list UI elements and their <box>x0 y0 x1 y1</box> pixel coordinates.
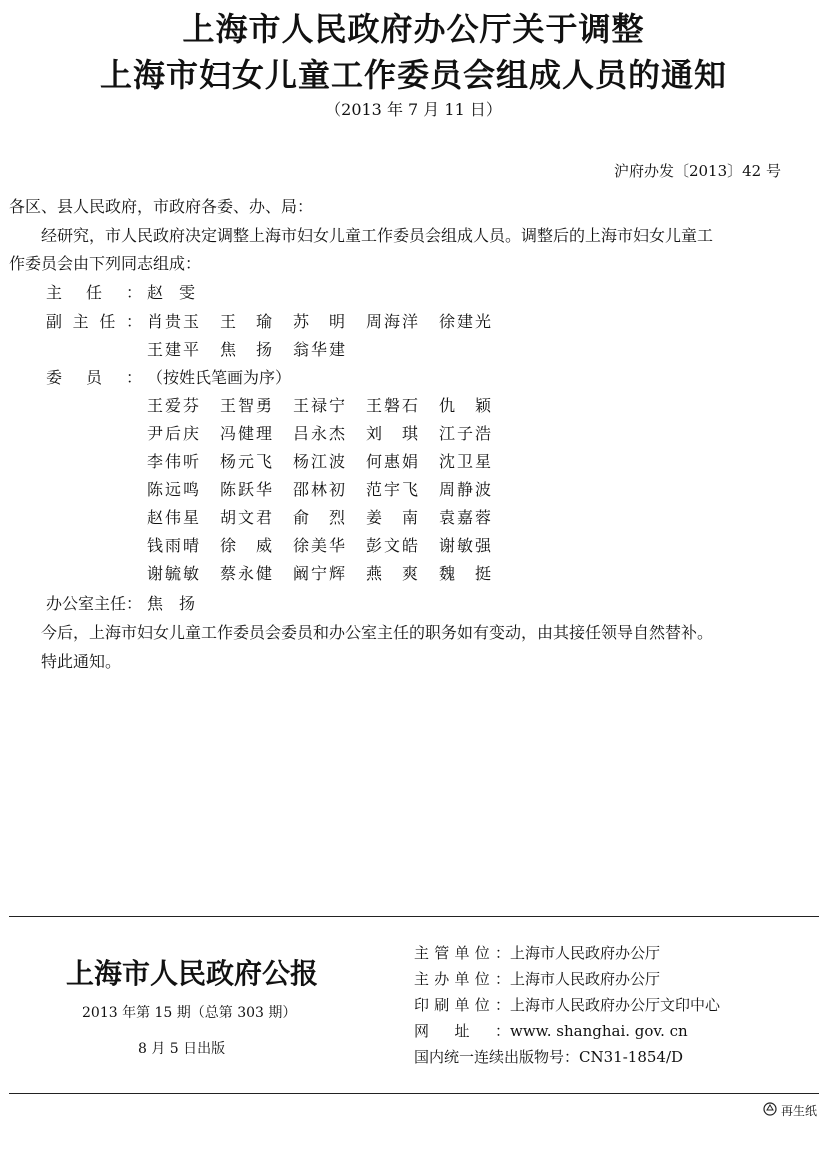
deputy-name: 王建平 <box>147 340 199 359</box>
member-name: 王磐石 <box>366 396 418 415</box>
info-value: www. shanghai. gov. cn <box>510 1022 688 1040</box>
salutation: 各区、县人民政府，市政府各委、办、局： <box>9 197 314 216</box>
deputy-name: 周海洋 <box>366 312 418 331</box>
gazette-issue: 2013 年第 15 期（总第 303 期） <box>82 1005 297 1021</box>
footer-bottom-rule <box>9 1093 819 1094</box>
members-row <box>147 476 491 503</box>
members-row <box>147 448 491 475</box>
member-name: 仇 颖 <box>439 396 491 415</box>
closing-text: 特此通知。 <box>9 652 122 671</box>
deputy-name: 王 瑜 <box>220 312 272 331</box>
member-name: 彭文皓 <box>366 536 418 555</box>
members-row <box>147 532 491 559</box>
footer-top-rule <box>9 916 819 917</box>
deputies-row-1 <box>147 308 491 335</box>
info-label: 主办单位： <box>414 970 510 988</box>
deputy-name: 徐建光 <box>439 312 491 331</box>
gazette-name: 上海市人民政府公报 <box>66 957 319 990</box>
info-label: 主管单位： <box>414 944 510 962</box>
paragraph-1-line-1: 经研究，市人民政府决定调整上海市妇女儿童工作委员会组成人员。调整后的上海市妇女儿童工 <box>9 226 714 245</box>
member-name: 王智勇 <box>220 396 272 415</box>
recycled-paper-mark <box>763 1102 817 1119</box>
member-name: 俞 烈 <box>293 508 345 527</box>
info-label: 网址： <box>414 1022 510 1040</box>
director-name: 赵 雯 <box>147 283 196 302</box>
member-name: 范宇飞 <box>366 480 418 499</box>
document-title-line-1: 上海市人民政府办公厅关于调整 <box>182 10 645 48</box>
member-name: 江子浩 <box>439 424 491 443</box>
member-name: 杨江波 <box>293 452 345 471</box>
members-row <box>147 560 491 587</box>
info-value: 上海市人民政府办公厅 <box>510 970 661 988</box>
member-name: 邵林初 <box>293 480 345 499</box>
member-name: 冯健理 <box>220 424 272 443</box>
member-name: 谢毓敏 <box>147 564 199 583</box>
member-name: 王爱芬 <box>147 396 199 415</box>
member-name: 魏 挺 <box>439 564 491 583</box>
info-row-sponsor <box>414 966 720 992</box>
member-name: 姜 南 <box>366 508 418 527</box>
info-row-supervisor <box>414 940 720 966</box>
director-label: 主任： <box>46 283 142 302</box>
info-label: 印刷单位： <box>414 996 510 1014</box>
member-name: 李伟听 <box>147 452 199 471</box>
member-name: 何惠娟 <box>366 452 418 471</box>
member-name: 周静波 <box>439 480 491 499</box>
info-value: 上海市人民政府办公厅文印中心 <box>510 996 721 1014</box>
member-name: 沈卫星 <box>439 452 491 471</box>
member-name: 燕 爽 <box>366 564 418 583</box>
deputy-name: 肖贵玉 <box>147 312 199 331</box>
deputy-name: 焦 扬 <box>220 340 272 359</box>
members-row <box>147 392 491 419</box>
member-name: 陈远鸣 <box>147 480 199 499</box>
member-name: 徐 威 <box>220 536 272 555</box>
member-name: 袁嘉蓉 <box>439 508 491 527</box>
recycled-paper-label: 再生纸 <box>780 1104 817 1118</box>
members-row <box>147 420 491 447</box>
members-note: （按姓氏笔画为序） <box>147 368 292 387</box>
deputy-label: 副主任： <box>46 312 142 331</box>
member-name: 刘 琪 <box>366 424 418 443</box>
info-value: CN31-1854/D <box>579 1048 684 1066</box>
document-date: （2013 年 7 月 11 日） <box>325 100 502 119</box>
office-director-name: 焦 扬 <box>147 594 196 613</box>
members-row <box>147 504 491 531</box>
info-label: 国内统一连续出版物号： <box>414 1048 580 1066</box>
member-name: 徐美华 <box>293 536 345 555</box>
recycle-icon <box>763 1102 777 1119</box>
publication-info <box>414 940 720 1070</box>
deputy-name: 苏 明 <box>293 312 345 331</box>
deputy-name: 翁华建 <box>293 340 345 359</box>
member-name: 王禄宁 <box>293 396 345 415</box>
paragraph-2: 今后，上海市妇女儿童工作委员会委员和办公室主任的职务如有变动，由其接任领导自然替补。 <box>9 623 714 642</box>
info-row-serial-number <box>414 1044 720 1070</box>
document-title-line-2: 上海市妇女儿童工作委员会组成人员的通知 <box>99 56 727 94</box>
members-label: 委员： <box>46 368 142 387</box>
paragraph-1-line-2: 作委员会由下列同志组成： <box>9 254 202 273</box>
document-number: 沪府办发〔2013〕42 号 <box>613 162 781 180</box>
info-row-printer <box>414 992 720 1018</box>
member-name: 尹后庆 <box>147 424 199 443</box>
deputies-row-2 <box>147 336 345 363</box>
publish-date: 8 月 5 日出版 <box>138 1041 226 1057</box>
office-director-label: 办公室主任： <box>46 594 143 613</box>
member-name: 蔡永健 <box>220 564 272 583</box>
member-name: 钱雨晴 <box>147 536 199 555</box>
member-name: 陈跃华 <box>220 480 272 499</box>
member-name: 胡文君 <box>220 508 272 527</box>
info-row-website <box>414 1018 720 1044</box>
member-name: 赵伟星 <box>147 508 199 527</box>
member-name: 吕永杰 <box>293 424 345 443</box>
member-name: 杨元飞 <box>220 452 272 471</box>
member-name: 谢敏强 <box>439 536 491 555</box>
info-value: 上海市人民政府办公厅 <box>510 944 661 962</box>
member-name: 阚宁辉 <box>293 564 345 583</box>
